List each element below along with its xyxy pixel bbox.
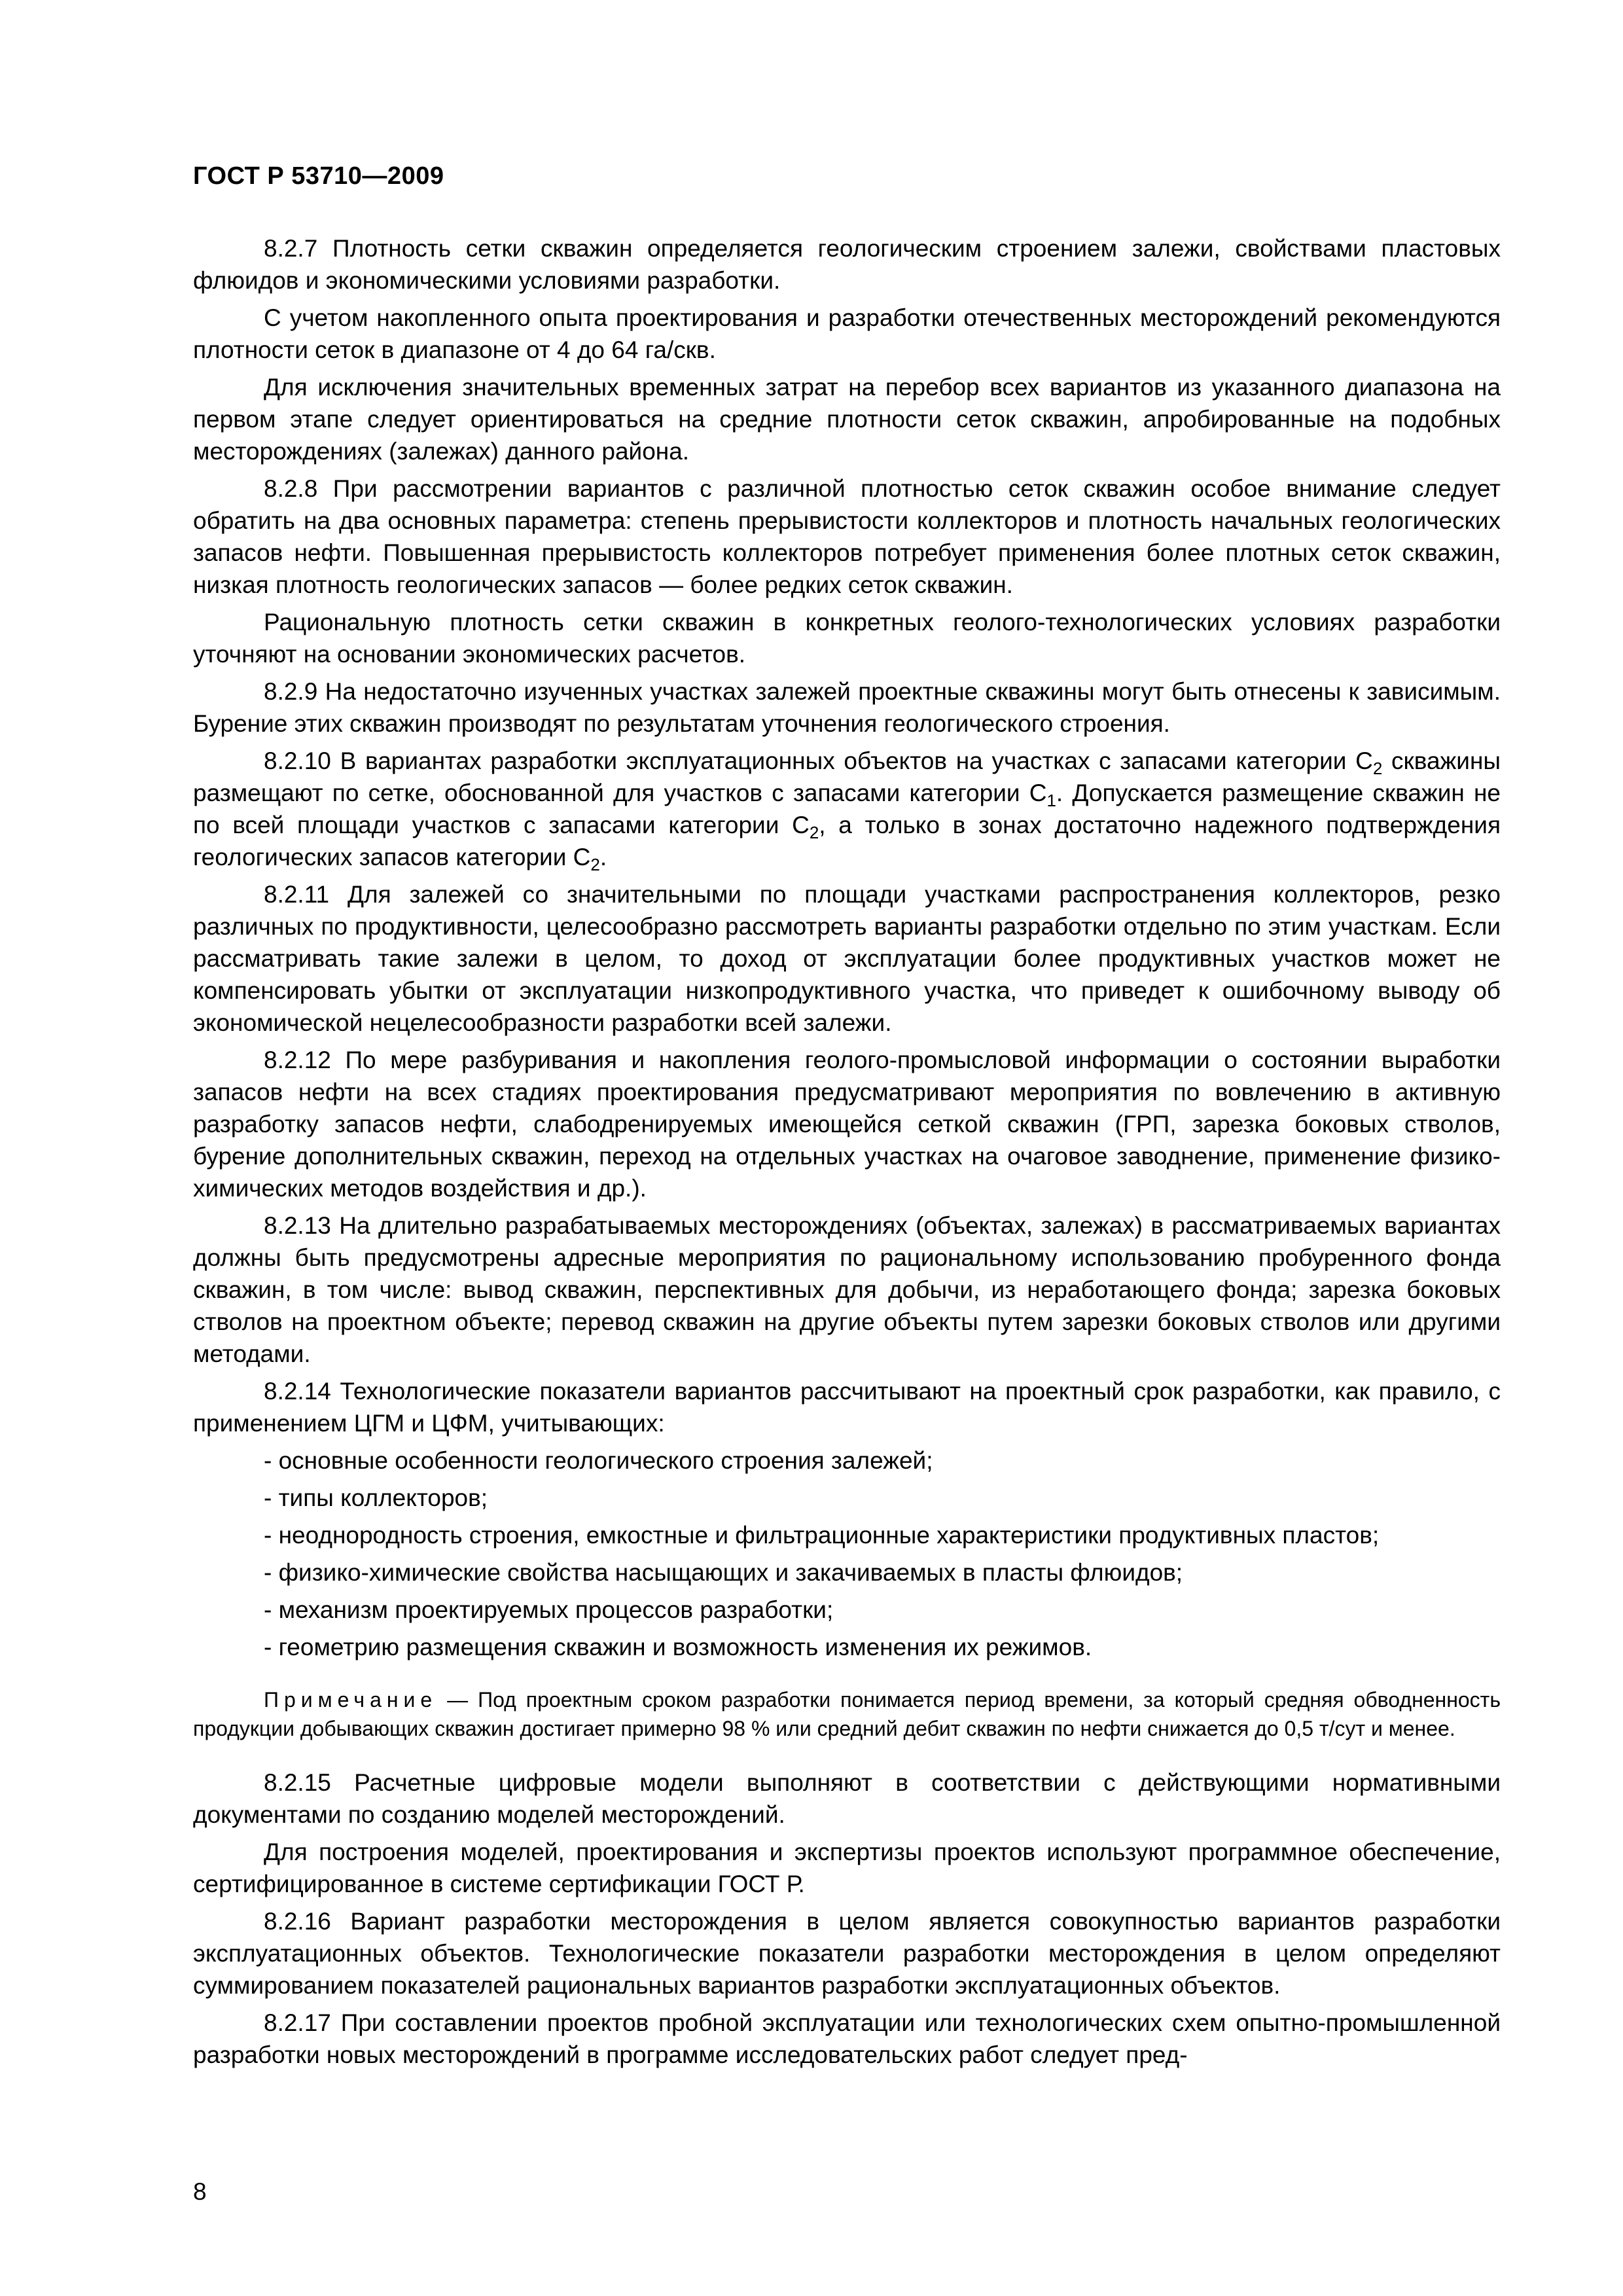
paragraph: Для построения моделей, проектирования и экспертизы проектов используют программное обеспечение, сертифицированное в системе сертификации ГОСТ Р. [193,1839,1501,1897]
paragraph-8-2-12: 8.2.12 По мере разбуривания и накопления геолого-промысловой информации о состоянии выработки запасов нефти на всех стадиях проектирования предусматривают мероприятия по вовлечению в активную разработку запасов нефти, слабодренируемых имеющейся сеткой скважин (ГРП, зарезка боковых стволов, бурение дополнительных скважин, переход на отдельных участках на очаговое заводнение, применение физико-химических методов воздействия и др.). [193,1047,1501,1202]
paragraph-8-2-16: 8.2.16 Вариант разработки месторождения в целом является совокупностью вариантов разработки эксплуатационных объектов. Технологические показатели разработки месторождения в целом определяют суммированием показателей рациональных вариантов разработки эксплуатационных объектов. [193,1908,1501,1999]
list-item: - основные особенности геологического строения залежей; [264,1447,933,1474]
paragraph-8-2-17: 8.2.17 При составлении проектов пробной эксплуатации или технологических схем опытно-промышленной разработки новых месторождений в программе исследовательских работ следует пред- [193,2009,1501,2068]
note-label: Примечание [264,1688,438,1712]
text-run: . [599,844,607,870]
list-item: - неоднородность строения, емкостные и фильтрационные характеристики продуктивных пластов; [264,1522,1380,1549]
text-run: 8.2.10 В вариантах разработки эксплуатационных объектов на участках с запасами категории С [264,747,1373,774]
list-item: - типы коллекторов; [264,1484,488,1511]
subscript: 2 [1372,759,1383,778]
document-header: ГОСТ Р 53710—2009 [193,162,444,190]
paragraph-8-2-9: 8.2.9 На недостаточно изученных участках залежей проектные скважины могут быть отнесены к зависимым. Бурение этих скважин производят по результатам уточнения геологического строения. [193,678,1501,737]
paragraph-8-2-7: 8.2.7 Плотность сетки скважин определяется геологическим строением залежи, свойствами пластовых флюидов и экономическими условиями разработки. [193,235,1501,294]
paragraph-8-2-15: 8.2.15 Расчетные цифровые модели выполняют в соответствии с действующими нормативными документами по созданию моделей месторождений. [193,1769,1501,1828]
paragraph: Рациональную плотность сетки скважин в конкретных геолого-технологических условиях разработки уточняют на основании экономических расчетов. [193,609,1501,668]
page-number: 8 [193,2178,207,2205]
list-item: - механизм проектируемых процессов разработки; [264,1596,834,1623]
document-body [193,232,1501,2076]
note-text: — Под проектным сроком разработки понимается период времени, за который средняя обводненность продукции добывающих скважин достигает примерно 98 % или средний дебит скважин по нефти снижается до 0,5 т/сут и менее. [193,1688,1501,1740]
paragraph-8-2-13: 8.2.13 На длительно разрабатываемых месторождениях (объектах, залежах) в рассматриваемых вариантах должны быть предусмотрены адресные мероприятия по рациональному использованию пробуренного фонда скважин, в том числе: вывод скважин, перспективных для добычи, из неработающего фонда; зарезка боковых стволов на проектном объекте; перевод скважин на другие объекты путем зарезки боковых стволов или другими методами. [193,1212,1501,1367]
text-run: скважины размещают по сетке, обоснованной для участков с запасами категории С [193,747,1501,806]
paragraph-8-2-10 [193,745,1501,873]
paragraph: С учетом накопленного опыта проектирования и разработки отечественных месторождений рекомендуются плотности сеток в диапазоне от 4 до 64 га/скв. [193,304,1501,363]
text-run: . Допускается размещение скважин не по всей площади участков с запасами категории С [193,780,1501,838]
paragraph-8-2-14: 8.2.14 Технологические показатели вариантов рассчитывают на проектный срок разработки, как правило, с применением ЦГМ и ЦФМ, учитывающих: [193,1378,1501,1437]
subscript: 1 [1046,791,1056,810]
subscript: 2 [809,823,819,842]
paragraph-8-2-8: 8.2.8 При рассмотрении вариантов с различной плотностью сеток скважин особое внимание следует обратить на два основных параметра: степень прерывистости коллекторов и плотность начальных геологических запасов нефти. Повышенная прерывистость коллекторов потребует применения более плотных сеток скважин, низкая плотность геологических запасов — более редких сеток скважин. [193,475,1501,598]
list-item: - геометрию размещения скважин и возможность изменения их режимов. [264,1634,1092,1660]
text-run: , а только в зонах достаточно надежного подтверждения геологических запасов категории С [193,812,1501,870]
paragraph-8-2-11: 8.2.11 Для залежей со значительными по площади участками распространения коллекторов, резко различных по продуктивности, целесообразно рассмотреть варианты разработки отдельно по этим участкам. Если рассматривать такие залежи в целом, то доход от эксплуатации более продуктивных участков может не компенсировать убытки от эксплуатации низкопродуктивного участка, что приведет к ошибочному выводу об экономической нецелесообразности разработки всей залежи. [193,881,1501,1036]
note [193,1685,1501,1743]
subscript: 2 [590,855,600,874]
list-item: - физико-химические свойства насыщающих и закачиваемых в пласты флюидов; [264,1559,1183,1586]
paragraph: Для исключения значительных временных затрат на перебор всех вариантов из указанного диапазона на первом этапе следует ориентироваться на средние плотности сеток скважин, апробированные на подобных месторождениях (залежах) данного района. [193,374,1501,465]
